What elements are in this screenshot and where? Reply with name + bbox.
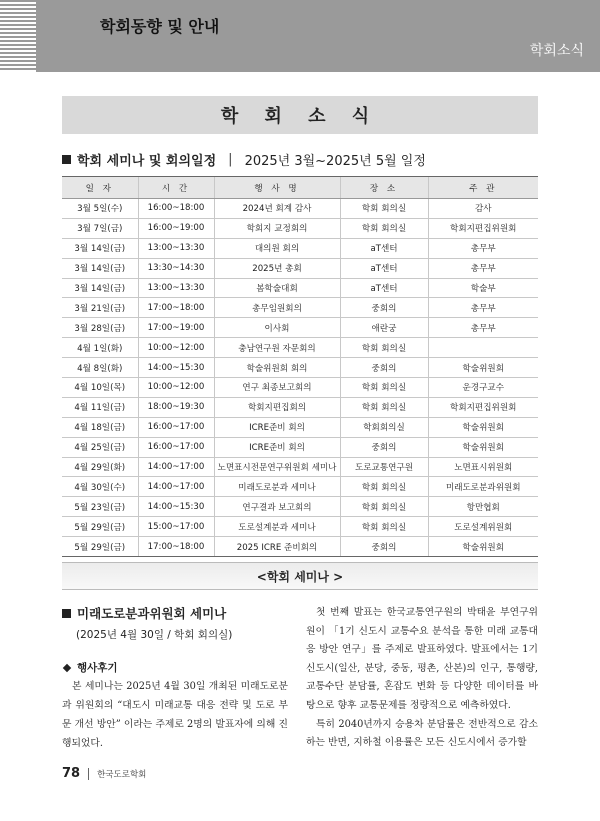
table-cell: 3월 5일(수) <box>62 199 138 219</box>
table-cell: 운경구교수 <box>428 378 538 398</box>
section-title: 학 회 소 식 <box>62 96 538 134</box>
table-cell: 총무부 <box>428 258 538 278</box>
table-row <box>62 218 538 238</box>
table-row <box>62 497 538 517</box>
table-cell: 학회 회의실 <box>340 378 428 398</box>
table-cell: 16:00~18:00 <box>138 199 214 219</box>
table-row <box>62 278 538 298</box>
table-cell: 학회 회의실 <box>340 338 428 358</box>
table-row <box>62 238 538 258</box>
schedule-table <box>62 176 538 557</box>
review-heading <box>62 660 288 675</box>
first-presentation-paragraph: 첫 번째 발표는 한국교통연구원의 박태윤 부연구위원이 「1기 신도시 교통수요 분석을 통한 미래 교통대응 방안 연구」를 주제로 발표하였다. 발표에서는 1기 신도시(일산, 분당, 중동, 평촌, 산본)의 인구, 통행량, 교통수단 분담률, 혼잡도 변화 등 다양한 데이터를 바탕으로 향후 교통문제를 정량적으로 예측하였다. <box>306 607 538 711</box>
table-cell: 2025 ICRE 준비회의 <box>214 537 340 557</box>
table-row <box>62 318 538 338</box>
table-cell: 3월 14일(금) <box>62 258 138 278</box>
table-cell: 미래도로분과 세미나 <box>214 477 340 497</box>
table-row <box>62 358 538 378</box>
table-cell: 3월 14일(금) <box>62 238 138 258</box>
table-row <box>62 199 538 219</box>
table-cell: 학회 회의실 <box>340 218 428 238</box>
table-cell: 4월 30일(수) <box>62 477 138 497</box>
schedule-title: 학회 세미나 및 회의일정 <box>77 154 217 169</box>
table-cell: 4월 8일(화) <box>62 358 138 378</box>
square-bullet-icon <box>62 609 71 618</box>
table-cell: 13:00~13:30 <box>138 238 214 258</box>
table-cell: 3월 7일(금) <box>62 218 138 238</box>
table-cell: aT센터 <box>340 238 428 258</box>
seminar-intro-paragraph: 본 세미나는 2025년 4월 30일 개최된 미래도로분과 위원회의 “대도시 미래교통 대응 전략 및 도로 부문 개선 방안” 이라는 주제로 2명의 발표자에 의해 진행되었다. <box>62 681 288 749</box>
table-cell: 4월 1일(화) <box>62 338 138 358</box>
table-cell: 연구 최종보고회의 <box>214 378 340 398</box>
header-title: 학회동향 및 안내 <box>100 17 220 36</box>
table-cell: 14:00~17:00 <box>138 457 214 477</box>
table-cell: 총무부 <box>428 318 538 338</box>
table-header-row <box>62 177 538 199</box>
table-cell: 중회의 <box>340 537 428 557</box>
table-cell: 15:00~17:00 <box>138 517 214 537</box>
table-cell: 10:00~12:00 <box>138 338 214 358</box>
column-header: 시 간 <box>138 177 214 199</box>
right-column <box>306 604 538 753</box>
left-column <box>62 604 288 753</box>
seminar-title-text: 미래도로분과위원회 세미나 <box>77 606 227 621</box>
table-cell: 4월 11일(금) <box>62 397 138 417</box>
footer-divider <box>88 768 89 780</box>
schedule-heading <box>62 150 426 169</box>
column-header: 주 관 <box>428 177 538 199</box>
table-cell: 감사 <box>428 199 538 219</box>
table-cell: 중회의 <box>340 358 428 378</box>
table-cell: 중회의 <box>340 437 428 457</box>
table-cell: 노면표시위원회 <box>428 457 538 477</box>
table-cell: 학술위원회 <box>428 417 538 437</box>
diamond-bullet-icon <box>63 663 71 671</box>
table-cell: 5월 29일(금) <box>62 537 138 557</box>
table-cell: 학회 회의실 <box>340 517 428 537</box>
table-cell: 3월 14일(금) <box>62 278 138 298</box>
table-cell: 13:30~14:30 <box>138 258 214 278</box>
table-cell: 학회 회의실 <box>340 477 428 497</box>
seminar-section-banner: <학회 세미나 > <box>62 562 538 590</box>
table-row <box>62 397 538 417</box>
table-cell: 5월 29일(금) <box>62 517 138 537</box>
table-cell: 애란궁 <box>340 318 428 338</box>
table-cell: 학술위원회 <box>428 358 538 378</box>
column-header: 행 사 명 <box>214 177 340 199</box>
table-cell: 대의원 회의 <box>214 238 340 258</box>
table-cell: 학술위원회 회의 <box>214 358 340 378</box>
column-header: 일 자 <box>62 177 138 199</box>
table-row <box>62 477 538 497</box>
table-row <box>62 437 538 457</box>
table-cell: 4월 25일(금) <box>62 437 138 457</box>
page-number: 78 <box>62 766 81 781</box>
table-cell: 4월 18일(금) <box>62 417 138 437</box>
table-cell: 총무부 <box>428 298 538 318</box>
seminar-title <box>62 604 288 622</box>
table-cell: 총무임원회의 <box>214 298 340 318</box>
table-cell: aT센터 <box>340 278 428 298</box>
page-footer <box>62 766 146 781</box>
table-cell: 학술위원회 <box>428 437 538 457</box>
table-cell: 미래도로분과위원회 <box>428 477 538 497</box>
table-cell: 도로교통연구원 <box>340 457 428 477</box>
table-cell: 2025년 총회 <box>214 258 340 278</box>
table-cell: 13:00~13:30 <box>138 278 214 298</box>
table-cell: aT센터 <box>340 258 428 278</box>
table-cell: 3월 28일(금) <box>62 318 138 338</box>
table-row <box>62 338 538 358</box>
table-row <box>62 378 538 398</box>
seminar-date-place: (2025년 4월 30일 / 학회 회의실) <box>76 629 233 641</box>
schedule-period: 2025년 3월~2025년 5월 일정 <box>244 154 426 169</box>
table-cell: ICRE준비 회의 <box>214 437 340 457</box>
table-cell: 충남연구원 자문회의 <box>214 338 340 358</box>
table-row <box>62 298 538 318</box>
table-cell: 학술위원회 <box>428 537 538 557</box>
table-cell: 17:00~18:00 <box>138 537 214 557</box>
table-cell: 학회지편집위원회 <box>428 397 538 417</box>
column-header: 장 소 <box>340 177 428 199</box>
table-cell: 학회지편집회의 <box>214 397 340 417</box>
table-cell: 도로설계위원회 <box>428 517 538 537</box>
table-cell: 4월 29일(화) <box>62 457 138 477</box>
table-cell: 16:00~17:00 <box>138 437 214 457</box>
table-cell: 봄학술대회 <box>214 278 340 298</box>
table-cell: 17:00~18:00 <box>138 298 214 318</box>
table-cell: 16:00~19:00 <box>138 218 214 238</box>
table-row <box>62 537 538 557</box>
table-cell: 학회 회의실 <box>340 497 428 517</box>
table-cell: 학회 회의실 <box>340 199 428 219</box>
table-cell: 2024년 회계 감사 <box>214 199 340 219</box>
table-cell: 항만협회 <box>428 497 538 517</box>
table-cell: 도로설계분과 세미나 <box>214 517 340 537</box>
square-bullet-icon <box>62 155 71 164</box>
table-cell: 14:00~15:30 <box>138 497 214 517</box>
table-row <box>62 417 538 437</box>
table-cell: 17:00~19:00 <box>138 318 214 338</box>
continuation-paragraph: 특히 2040년까지 승용차 분담률은 전반적으로 감소하는 반면, 지하철 이용률은 모든 신도시에서 증가할 <box>306 718 538 749</box>
table-cell <box>428 338 538 358</box>
table-cell: 14:00~17:00 <box>138 477 214 497</box>
table-cell: 4월 10일(목) <box>62 378 138 398</box>
table-cell: 학술부 <box>428 278 538 298</box>
table-cell: 노면표시전문연구위원회 세미나 <box>214 457 340 477</box>
table-cell: 학회회의실 <box>340 417 428 437</box>
table-cell: 10:00~12:00 <box>138 378 214 398</box>
table-cell: 연구결과 보고회의 <box>214 497 340 517</box>
table-cell: 5월 23일(금) <box>62 497 138 517</box>
table-row <box>62 457 538 477</box>
review-heading-text: 행사후기 <box>77 662 118 674</box>
header-subtitle: 학회소식 <box>529 43 584 59</box>
table-cell: 이사회 <box>214 318 340 338</box>
table-cell: 14:00~15:30 <box>138 358 214 378</box>
journal-name: 한국도로학회 <box>97 769 147 780</box>
table-cell: 총무부 <box>428 238 538 258</box>
table-cell: 학회지편집위원회 <box>428 218 538 238</box>
table-cell: ICRE준비 회의 <box>214 417 340 437</box>
page-header <box>36 0 600 72</box>
table-body <box>62 199 538 557</box>
table-row <box>62 517 538 537</box>
separator: | <box>228 152 233 167</box>
table-row <box>62 258 538 278</box>
table-cell: 18:00~19:30 <box>138 397 214 417</box>
table-cell: 중회의 <box>340 298 428 318</box>
header-stripes <box>0 0 36 72</box>
table-cell: 학회지 교정회의 <box>214 218 340 238</box>
table-cell: 학회 회의실 <box>340 397 428 417</box>
table-cell: 16:00~17:00 <box>138 417 214 437</box>
table-cell: 3월 21일(금) <box>62 298 138 318</box>
